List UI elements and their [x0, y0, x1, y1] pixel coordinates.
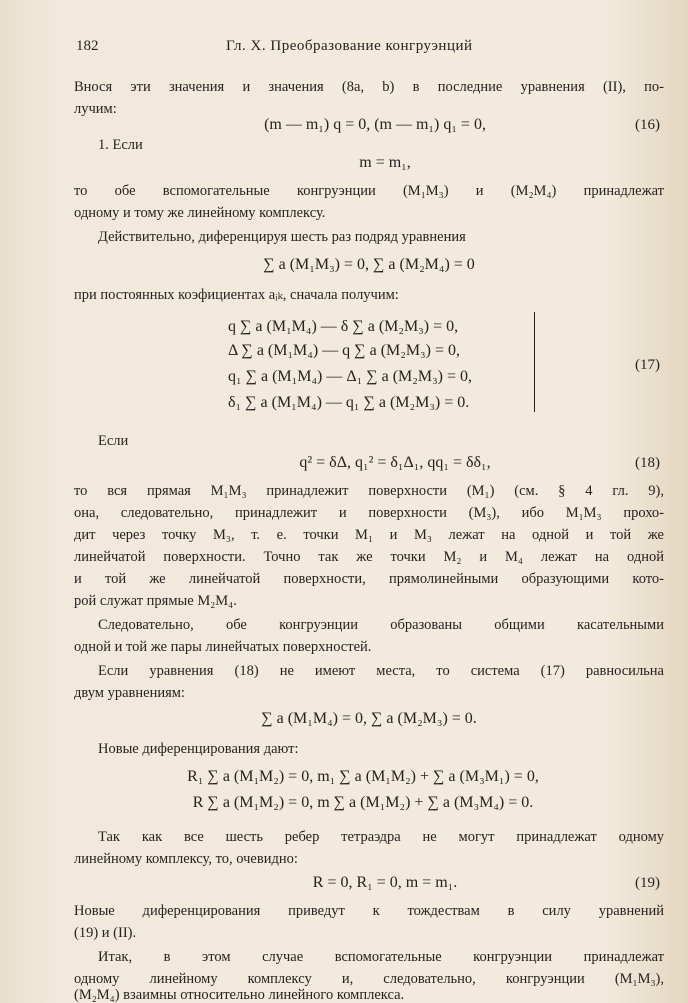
- system-brace: [524, 312, 535, 412]
- equation-number: (16): [635, 117, 660, 133]
- text-line: Если уравнения (18) не имеют места, то система (17) равносильна: [98, 663, 664, 679]
- text-line: и той же линейчатой поверхности, прямолинейными образующими кото-: [74, 571, 664, 587]
- text-line: дит через точку M₃, т. е. точки M₁ и M₃ лежат на одной и той же: [74, 527, 664, 543]
- text-line: при постоянных коэфициентах aᵢₖ, сначала получим:: [74, 287, 399, 303]
- text-line: одному линейному комплексу и, следовательно, конгруэнции (M₁M₃),: [74, 971, 664, 987]
- equation-number: (17): [635, 357, 660, 373]
- text-line: одному и тому же линейному комплексу.: [74, 205, 326, 221]
- text-line: Итак, в этом случае вспомогательные конгруэнции принадлежат: [98, 949, 664, 965]
- equation-sum: ∑ a (M₁M₃) = 0, ∑ a (M₂M₄) = 0: [263, 256, 475, 273]
- equation-number: (19): [635, 875, 660, 891]
- text-line: 1. Если: [98, 137, 143, 153]
- equation-sum: ∑ a (M₁M₄) = 0, ∑ a (M₂M₃) = 0.: [261, 710, 477, 727]
- text-line: Новые диференцирования приведут к тождествам в силу уравнений: [74, 903, 664, 919]
- equation-r1: R₁ ∑ a (M₁M₂) = 0, m₁ ∑ a (M₁M₂) + ∑ a (M₃M₁) = 0,: [187, 768, 539, 785]
- text-line: она, следовательно, принадлежит и поверхности (M₃), ибо M₁M₃ прохо-: [74, 505, 664, 521]
- text-line: линейному комплексу, то, очевидно:: [74, 851, 298, 867]
- text-line: Новые диференцирования дают:: [98, 741, 299, 757]
- text-line: то вся прямая M₁M₃ принадлежит поверхности (M₁) (см. § 4 гл. 9),: [74, 483, 664, 499]
- equation-18: q² = δΔ, q₁² = δ₁Δ₁, qq₁ = δδ₁,: [299, 454, 491, 471]
- text-line: Если: [98, 433, 129, 449]
- equation-16: (m — m₁) q = 0, (m — m₁) q₁ = 0,: [264, 116, 486, 133]
- text-line: рой служат прямые M₂M₄.: [74, 593, 237, 609]
- text-line: одной и той же пары линейчатых поверхностей.: [74, 639, 372, 655]
- text-line: линейчатой поверхности. Точно так же точки M₂ и M₄ лежат на одной: [74, 549, 664, 565]
- text-line: Действительно, диференцируя шесть раз подряд уравнения: [98, 229, 466, 245]
- text-line: двум уравнениям:: [74, 685, 185, 701]
- text-line: (M₂M₄) взаимны относительно линейного комплекса.: [74, 987, 405, 1003]
- equation-17-row: q₁ ∑ a (M₁M₄) — Δ₁ ∑ a (M₂M₃) = 0,: [228, 368, 473, 385]
- text-line: Так как все шесть ребер тетраэдра не могут принадлежат одному: [98, 829, 664, 845]
- text-line: (19) и (II).: [74, 925, 137, 941]
- equation-number: (18): [635, 455, 660, 471]
- equation-17-row: q ∑ a (M₁M₄) — δ ∑ a (M₂M₃) = 0,: [228, 318, 459, 335]
- equation-17-row: δ₁ ∑ a (M₁M₄) — q₁ ∑ a (M₂M₃) = 0.: [228, 394, 470, 411]
- text-line: Следовательно, обе конгруэнции образованы общими касательными: [98, 617, 664, 633]
- equation-condition: m = m₁,: [359, 154, 411, 171]
- text-line: лучим:: [74, 101, 117, 117]
- text-line: то обе вспомогательные конгруэнции (M₁M₃) и (M₂M₄) принадлежат: [74, 183, 664, 199]
- chapter-title: Гл. X. Преобразование конгруэнций: [226, 38, 473, 54]
- equation-19: R = 0, R₁ = 0, m = m₁.: [312, 874, 458, 891]
- running-head: [76, 38, 666, 60]
- text-line: Внося эти значения и значения (8a, b) в последние уравнения (II), по-: [74, 79, 664, 95]
- equation-17-row: Δ ∑ a (M₁M₄) — q ∑ a (M₂M₃) = 0,: [228, 342, 460, 359]
- page-number: 182: [76, 38, 99, 54]
- equation-r2: R ∑ a (M₁M₂) = 0, m ∑ a (M₁M₂) + ∑ a (M₃M₄) = 0.: [192, 794, 534, 811]
